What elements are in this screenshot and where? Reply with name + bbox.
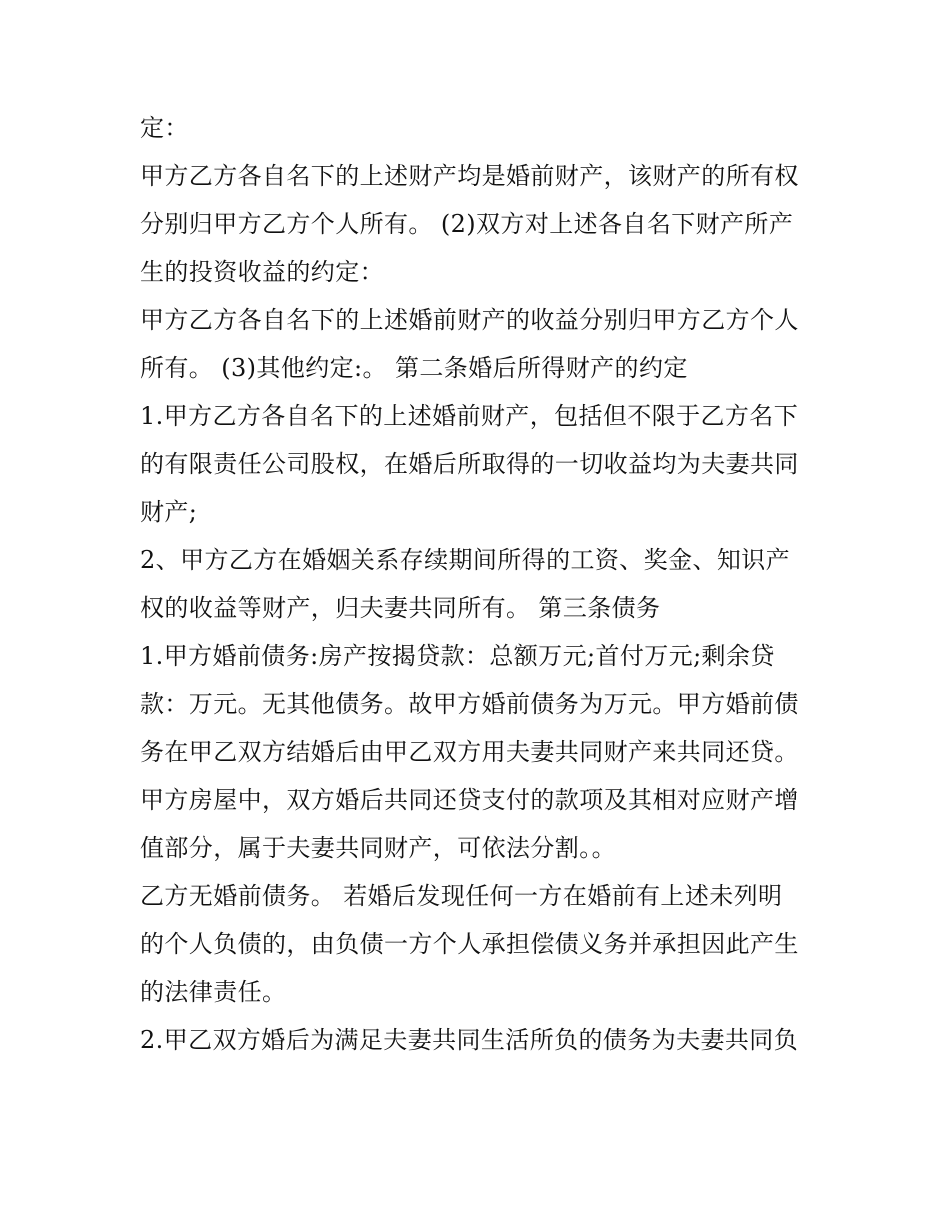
text-line-1: 定： [140,114,189,142]
text-line-17: 乙方无婚前债务。 若婚后发现任何一方在婚前有上述未列明 [140,882,783,910]
text-line-16: 值部分，属于夫妻共同财产，可依法分割。。 [140,834,616,862]
text-line-19: 的法律责任。 [140,978,287,1006]
text-line-4: 生的投资收益的约定： [140,258,384,286]
text-line-5: 甲方乙方各自名下的上述婚前财产的收益分别归甲方乙方个人 [140,306,799,334]
text-line-15: 甲方房屋中，双方婚后共同还贷支付的款项及其相对应财产增 [140,786,799,814]
document-body [140,104,830,1064]
text-line-3: 分别归甲方乙方个人所有。 (2)双方对上述各自名下财产所产 [140,210,794,238]
text-line-11: 权的收益等财产，归夫妻共同所有。 第三条债务 [140,594,661,622]
text-line-2: 甲方乙方各自名下的上述财产均是婚前财产，该财产的所有权 [140,162,799,190]
text-line-20: 2.甲乙双方婚后为满足夫妻共同生活所负的债务为夫妻共同负 [140,1026,799,1054]
text-line-12: 1.甲方婚前债务:房产按揭贷款：总额万元;首付万元;剩余贷 [140,642,775,670]
text-line-18: 的个人负债的，由负债一方个人承担偿债义务并承担因此产生 [140,930,799,958]
text-line-8: 的有限责任公司股权，在婚后所取得的一切收益均为夫妻共同 [140,450,799,478]
text-line-7: 1.甲方乙方各自名下的上述婚前财产，包括但不限于乙方名下 [140,402,799,430]
text-line-9: 财产; [140,498,198,526]
text-line-14: 务在甲乙双方结婚后由甲乙双方用夫妻共同财产来共同还贷。 [140,738,799,766]
text-line-6: 所有。 (3)其他约定:。 第二条婚后所得财产的约定 [140,354,688,382]
text-line-10: 2、甲方乙方在婚姻关系存续期间所得的工资、奖金、知识产 [140,546,791,574]
text-line-13: 款：万元。无其他债务。故甲方婚前债务为万元。甲方婚前债 [140,690,799,718]
